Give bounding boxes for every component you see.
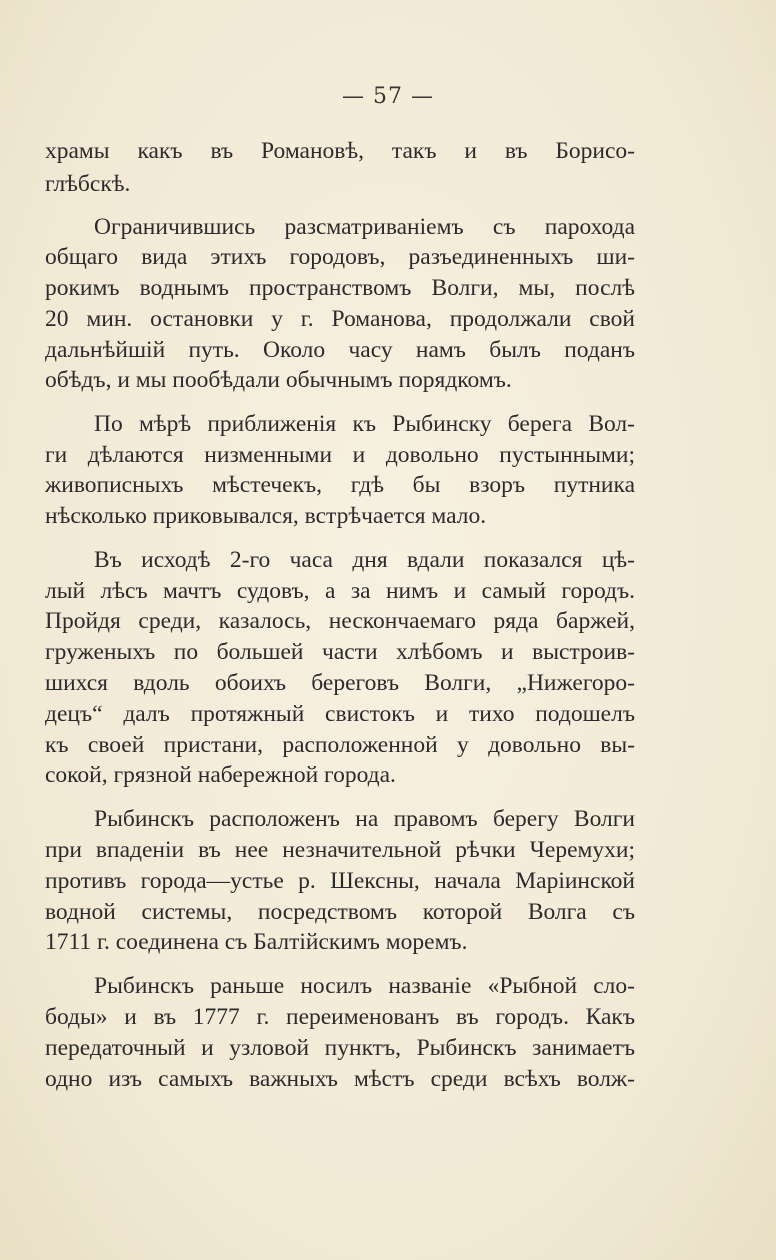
text-line: рокимъ воднымъ пространствомъ Волги, мы, послѣ <box>45 275 635 301</box>
text-line: общаго вида этихъ городовъ, разъединенныхъ ши- <box>45 244 635 270</box>
text-line: 1711 г. соединена съ Балтійскимъ моремъ. <box>45 929 468 955</box>
text-line: Въ исходѣ 2-го часа дня вдали показался цѣ- <box>94 547 635 573</box>
text-line: 20 мин. остановки у г. Романова, продолжали свой <box>45 306 635 332</box>
text-line: Рыбинскъ раньше носилъ названіе «Рыбной сло- <box>94 973 635 999</box>
text-line: живописныхъ мѣстечекъ, гдѣ бы взоръ путника <box>45 472 635 498</box>
text-line: боды» и въ 1777 г. переименованъ въ городъ. Какъ <box>45 1004 635 1030</box>
text-line: шихся вдоль обоихъ береговъ Волги, „Нижегоро- <box>45 670 635 696</box>
text-line: храмы какъ въ Романовѣ, такъ и въ Борисо- <box>45 138 635 164</box>
text-line: передаточный и узловой пунктъ, Рыбинскъ занимаетъ <box>45 1035 635 1061</box>
text-line: По мѣрѣ приближенія къ Рыбинску берега Вол- <box>94 411 635 437</box>
text-line: одно изъ самыхъ важныхъ мѣстъ среди всѣхъ волж- <box>45 1066 635 1092</box>
text-line: ги дѣлаются низменными и довольно пустынными; <box>45 442 635 468</box>
text-line: къ своей пристани, расположенной у довольно вы- <box>45 732 635 758</box>
text-line: дальнѣйшій путь. Около часу намъ былъ поданъ <box>45 337 635 363</box>
text-line: глѣбскѣ. <box>45 171 131 197</box>
page-number: — 57 — <box>342 84 434 109</box>
text-line: децъ“ далъ протяжный свистокъ и тихо подошелъ <box>45 701 635 727</box>
text-line: лый лѣсъ мачтъ судовъ, а за нимъ и самый городъ. <box>45 578 635 604</box>
text-line: Пройдя среди, казалось, нескончаемаго ряда баржей, <box>45 608 635 634</box>
text-line: противъ города—устье р. Шексны, начала Маріинской <box>45 868 635 894</box>
text-line: обѣдъ, и мы пообѣдали обычнымъ порядкомъ. <box>45 367 512 393</box>
text-line: груженыхъ по большей части хлѣбомъ и выстроив- <box>45 639 635 665</box>
text-line: нѣсколько приковывался, встрѣчается мало. <box>45 503 487 529</box>
text-line: Ограничившись разсматриваніемъ съ парохода <box>94 214 635 240</box>
text-line: водной системы, посредствомъ которой Волга съ <box>45 899 635 925</box>
text-line: при впаденіи въ нее незначительной рѣчки Черемухи; <box>45 837 635 863</box>
text-line: Рыбинскъ расположенъ на правомъ берегу Волги <box>94 806 635 832</box>
text-line: сокой, грязной набережной города. <box>45 762 396 788</box>
